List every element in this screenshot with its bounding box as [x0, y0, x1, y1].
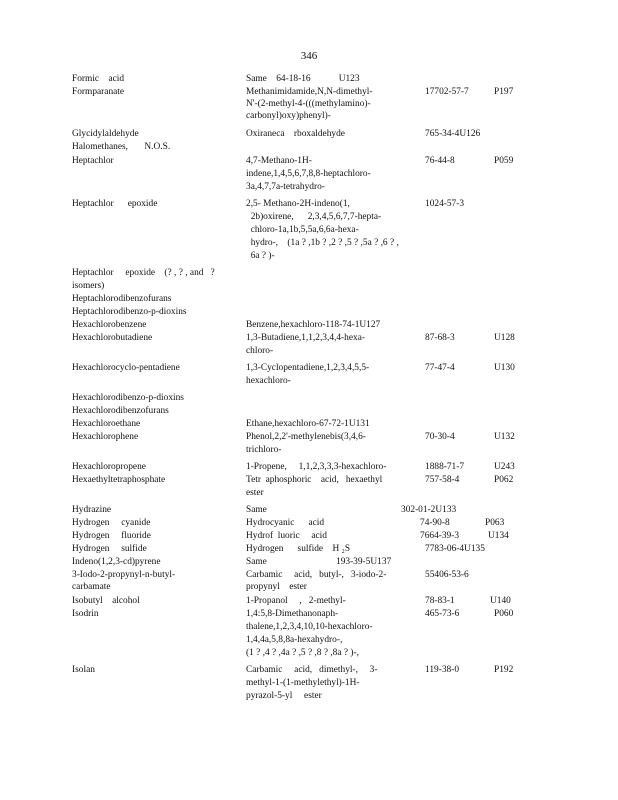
entry-hydrazine-synonym: Same	[246, 505, 267, 515]
entry-formparanate-code: P197	[494, 87, 514, 97]
entry-isodrin-cas: 465-73-6	[425, 609, 460, 619]
entry-hydrogen-fluoride-code: U134	[488, 531, 509, 541]
entry-isodrin-synonym-3: 1,4,4a,5,8,8a-hexahydro-,	[246, 635, 343, 645]
entry-heptachlor-epoxide-cas: 1024-57-3	[425, 199, 465, 209]
entry-hydrogen-sulfide-name: Hydrogen sulfide	[72, 544, 147, 554]
entry-hexachloropropene-cas: 1888-71-7	[425, 462, 465, 472]
entry-heptachlorodibenzo-dioxins-name: Heptachlorodibenzo-p-dioxins	[72, 307, 187, 317]
entry-iodo-propynyl-synonym-1: Carbamic acid, butyl-, 3-iodo-2-	[246, 570, 387, 580]
entry-hexachlorobutadiene-synonym-1: 1,3-Butadiene,1,1,2,3,4,4-hexa-	[246, 333, 365, 343]
entry-hexachlorocyclopentadiene-name: Hexachlorocyclo-pentadiene	[72, 363, 180, 373]
entry-hexachloroethane-name: Hexachloroethane	[72, 419, 141, 429]
entry-isodrin-code: P060	[494, 609, 514, 619]
entry-hexachlorophene-code: U132	[494, 432, 515, 442]
entry-heptachlor-epoxide-isomers-1: Heptachlor epoxide (? , ? , and ?	[72, 268, 215, 278]
entry-isolan-synonym-1: Carbamic acid, dimethyl-, 3-	[246, 665, 378, 675]
entry-indeno-pyrene-name: Indeno(1,2,3-cd)pyrene	[72, 557, 161, 567]
entry-hydrogen-fluoride-name: Hydrogen fluoride	[72, 531, 151, 541]
entry-hexachlorobenzene-synonym: Benzene,hexachloro-118-74-1U127	[246, 320, 381, 330]
entry-formparanate-synonym-1: Methanimidamide,N,N-dimethyl-	[246, 87, 373, 97]
entry-isolan-name: Isolan	[72, 665, 95, 675]
entry-isodrin-synonym-2: thalene,1,2,3,4,10,10-hexachloro-	[246, 622, 373, 632]
entry-hexaethyltetraphosphate-synonym-2: ester	[246, 488, 264, 498]
entry-hexachlorocyclopentadiene-synonym-1: 1,3-Cyclopentadiene,1,2,3,4,5,5-	[246, 363, 370, 373]
entry-hexachloropropene-synonym: 1-Propene, 1,1,2,3,3,3-hexachloro-	[246, 462, 387, 472]
entry-heptachlor-epoxide-synonym-4: hydro-, (1a ? ,1b ? ,2 ? ,5 ? ,5a ? ,6 ? ,	[246, 238, 399, 248]
entry-halomethanes-name: Halomethanes, N.O.S.	[72, 142, 171, 152]
entry-iodo-propynyl-synonym-2: propynyl ester	[246, 582, 307, 592]
entry-hydrogen-sulfide-synonym: Hydrogen sulfide H ₂S	[246, 544, 351, 554]
entry-formparanate-cas: 17702-57-7	[425, 87, 469, 97]
entry-hexachlorobutadiene-code: U128	[494, 333, 515, 343]
entry-heptachlor-synonym-2: indene,1,4,5,6,7,8,8-heptachloro-	[246, 169, 371, 179]
page-number: 346	[300, 50, 318, 62]
entry-heptachlor-epoxide-synonym-1: 2,5- Methano-2H-indeno(1,	[246, 199, 350, 209]
entry-hexaethyltetraphosphate-code: P062	[494, 475, 514, 485]
entry-hexachlorocyclopentadiene-cas: 77-47-4	[425, 363, 455, 373]
entry-isodrin-synonym-4: (1 ? ,4 ? ,4a ? ,5 ? ,8 ? ,8a ? )-,	[246, 648, 359, 658]
entry-hydrazine-name: Hydrazine	[72, 505, 112, 515]
entry-iodo-propynyl-name-2: carbamate	[72, 582, 111, 592]
entry-hexachloropropene-name: Hexachloropropene	[72, 462, 146, 472]
entry-glycidylaldehyde-synonym: Oxiraneca rboxaldehyde	[246, 129, 345, 139]
entry-formic-acid-synonym: Same 64-18-16 U123	[246, 74, 360, 84]
entry-heptachlor-epoxide-synonym-2: 2b)oxirene, 2,3,4,5,6,7,7-hepta-	[246, 212, 382, 222]
entry-isobutyl-alcohol-cas: 78-83-1	[425, 596, 455, 606]
entry-hexaethyltetraphosphate-synonym-1: Tetr aphosphoric acid, hexaethyl	[246, 475, 383, 485]
entry-hydrogen-cyanide-cas: 74-90-8	[420, 518, 450, 528]
entry-formparanate-synonym-3: carbonyl)oxy)phenyl)-	[246, 111, 331, 121]
entry-isobutyl-alcohol-synonym: 1-Propanol , 2-methyl-	[246, 596, 346, 606]
entry-heptachlor-epoxide-isomers-2: isomers)	[72, 281, 105, 291]
entry-heptachlor-code: P059	[494, 156, 514, 166]
entry-iodo-propynyl-cas: 55406-53-6	[425, 570, 469, 580]
entry-hexachlorophene-synonym-2: trichloro-	[246, 445, 282, 455]
entry-isobutyl-alcohol-name: Isobutyl alcohol	[72, 596, 140, 606]
entry-hexachloropropene-code: U243	[494, 462, 515, 472]
entry-heptachlorodibenzofurans-name: Heptachlorodibenzofurans	[72, 294, 172, 304]
entry-heptachlor-name: Heptachlor	[72, 156, 114, 166]
entry-indeno-pyrene-synonym: Same	[246, 557, 267, 567]
entry-hydrogen-cyanide-name: Hydrogen cyanide	[72, 518, 151, 528]
entry-isolan-synonym-3: pyrazol-5-yl ester	[246, 691, 322, 701]
entry-formparanate-name: Formparanate	[72, 87, 125, 97]
entry-heptachlor-cas: 76-44-8	[425, 156, 455, 166]
entry-hexaethyltetraphosphate-name: Hexaethyltetraphosphate	[72, 475, 166, 485]
entry-isodrin-name: Isodrin	[72, 609, 99, 619]
entry-hexaethyltetraphosphate-cas: 757-58-4	[425, 475, 460, 485]
entry-indeno-pyrene-cas: 193-39-5U137	[336, 557, 392, 567]
entry-hexachlorobenzene-name: Hexachlorobenzene	[72, 320, 147, 330]
entry-hydrogen-fluoride-synonym: Hydrof luoric acid	[246, 531, 327, 541]
entry-hexachlorocyclopentadiene-code: U130	[494, 363, 515, 373]
entry-hydrogen-cyanide-synonym: Hydrocyanic acid	[246, 518, 325, 528]
entry-formic-acid-name: Formic acid	[72, 74, 125, 84]
entry-isolan-synonym-2: methyl-1-(1-methylethyl)-1H-	[246, 678, 360, 688]
entry-heptachlor-epoxide-name: Heptachlor epoxide	[72, 199, 158, 209]
entry-hydrazine-cas: 302-01-2U133	[401, 505, 457, 515]
entry-hexachlorocyclopentadiene-synonym-2: hexachloro-	[246, 376, 291, 386]
entry-heptachlor-epoxide-synonym-3: chloro-1a,1b,5,5a,6,6a-hexa-	[246, 225, 359, 235]
entry-hydrogen-sulfide-cas: 7783-06-4U135	[425, 544, 485, 554]
entry-hexachlorobutadiene-name: Hexachlorobutadiene	[72, 333, 153, 343]
entry-isodrin-synonym-1: 1,4:5,8-Dimethanonaph-	[246, 609, 339, 619]
entry-hexachlorophene-cas: 70-30-4	[425, 432, 455, 442]
entry-hexachlorophene-name: Hexachlorophene	[72, 432, 139, 442]
entry-hydrogen-cyanide-code: P063	[485, 518, 505, 528]
entry-heptachlor-epoxide-synonym-5: 6a ? )-	[246, 251, 275, 261]
entry-heptachlor-synonym-3: 3a,4,7,7a-tetrahydro-	[246, 182, 325, 192]
entry-glycidylaldehyde-name: Glycidylaldehyde	[72, 129, 139, 139]
entry-hexachloroethane-synonym: Ethane,hexachloro-67-72-1U131	[246, 419, 370, 429]
entry-hexachlorodibenzo-dioxins-name: Hexachlorodibenzo-p-dioxins	[72, 393, 184, 403]
entry-isolan-cas: 119-38-0	[425, 665, 460, 675]
entry-hexachlorodibenzofurans-name: Hexachlorodibenzofurans	[72, 406, 169, 416]
entry-isobutyl-alcohol-code: U140	[490, 596, 511, 606]
entry-glycidylaldehyde-cas: 765-34-4U126	[425, 129, 481, 139]
entry-hydrogen-fluoride-cas: 7664-39-3	[420, 531, 460, 541]
entry-isolan-code: P192	[494, 665, 514, 675]
entry-hexachlorobutadiene-cas: 87-68-3	[425, 333, 455, 343]
entry-hexachlorobutadiene-synonym-2: chloro-	[246, 346, 274, 356]
entry-iodo-propynyl-name-1: 3-Iodo-2-propynyl-n-butyl-	[72, 570, 176, 580]
entry-formparanate-synonym-2: N'-(2-methyl-4-(((methylamino)-	[246, 99, 371, 109]
entry-hexachlorophene-synonym-1: Phenol,2,2'-methylenebis(3,4,6-	[246, 432, 366, 442]
entry-heptachlor-synonym-1: 4,7-Methano-1H-	[246, 156, 312, 166]
